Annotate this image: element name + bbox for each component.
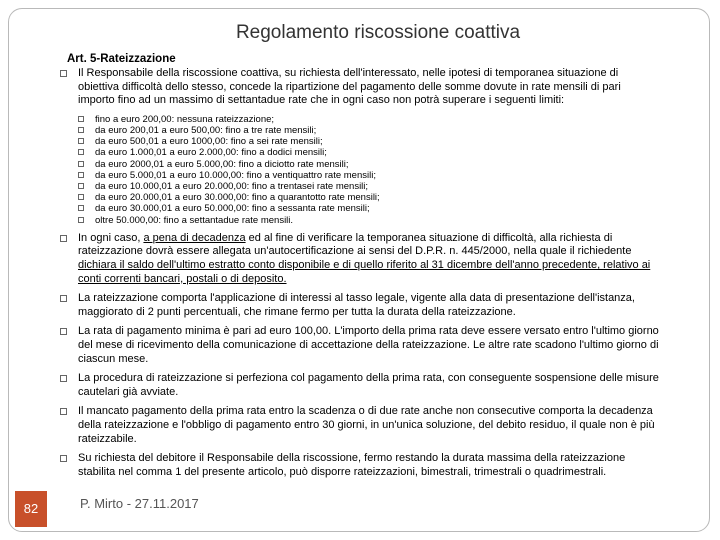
intro-text: Il Responsabile della riscossione coattiva, su richiesta dell'interessato, nelle ipotesi di temporanea situazione di obiettiva difficoltà dello stesso, concede la ripartizione del pagamento delle somme dovute in rate mensili di pari importo fino ad un massimo di settantadue rate che in ogni caso non potrà superare i seguenti limiti:	[78, 67, 621, 107]
square-bullet-icon	[78, 116, 84, 122]
bullet-intro	[60, 67, 660, 108]
square-bullet-icon	[60, 295, 67, 302]
article-heading: Art. 5-Rateizzazione	[67, 53, 176, 65]
underlined-phrase: a pena di decadenza	[143, 231, 246, 244]
square-bullet-icon	[78, 205, 84, 211]
square-bullet-icon	[78, 183, 84, 189]
square-bullet-icon	[60, 375, 67, 382]
list-item: da euro 30.000,01 a euro 50.000,00: fino a sessanta rate mensili;	[78, 203, 660, 214]
list-item: da euro 1.000,01 a euro 2.000,00: fino a dodici mensili;	[78, 147, 660, 158]
bullet-rata-minima: La rata di pagamento minima è pari ad euro 100,00. L'importo della prima rata deve essere versato entro l'ultimo giorno del mese di ricevimento della comunicazione di accettazione della rateizzazione. Le altre rate scadono l'ultimo giorno di ciascun mese.	[60, 325, 660, 366]
limits-list	[78, 114, 660, 226]
bullet-interessi: La rateizzazione comporta l'applicazione di interessi al tasso legale, vigente alla data di presentazione dell'istanza, maggiorato di 2 punti percentuali, che rimane fermo per tutta la durata della rateizzazione.	[60, 292, 660, 319]
square-bullet-icon	[78, 194, 84, 200]
square-bullet-icon	[78, 138, 84, 144]
list-item: da euro 5.000,01 a euro 10.000,00: fino a ventiquattro rate mensili;	[78, 170, 660, 181]
square-bullet-icon	[60, 408, 67, 415]
page-number-badge: 82	[15, 491, 47, 527]
square-bullet-icon	[60, 235, 67, 242]
list-item: oltre 50.000,00: fino a settantadue rate mensili.	[78, 215, 660, 226]
square-bullet-icon	[78, 149, 84, 155]
square-bullet-icon	[78, 172, 84, 178]
list-item: da euro 2000,01 a euro 5.000,00: fino a diciotto rate mensili;	[78, 159, 660, 170]
bullet-richiesta-debitore: Su richiesta del debitore il Responsabile della riscossione, fermo restando la durata massima della rateizzazione stabilita nel comma 1 del presente articolo, può disporre rateizzazioni, bimestrali, trimestrali o quadrimestrali.	[60, 452, 660, 479]
square-bullet-icon	[78, 161, 84, 167]
square-bullet-icon	[78, 217, 84, 223]
list-item: da euro 10.000,01 a euro 20.000,00: fino a trentasei rate mensili;	[78, 181, 660, 192]
square-bullet-icon	[78, 127, 84, 133]
footer-text: P. Mirto - 27.11.2017	[80, 496, 199, 511]
list-item: da euro 20.000,01 a euro 30.000,00: fino a quarantotto rate mensili;	[78, 192, 660, 203]
slide-body	[60, 67, 660, 485]
bullet-procedura: La procedura di rateizzazione si perfeziona col pagamento della prima rata, con conseguente sospensione delle misure cautelari già avviate.	[60, 372, 660, 399]
square-bullet-icon	[60, 328, 67, 335]
list-item: da euro 500,01 a euro 1000,00: fino a sei rate mensili;	[78, 136, 660, 147]
slide-title: Regolamento riscossione coattiva	[235, 22, 521, 43]
bullet-mancato-pagamento: Il mancato pagamento della prima rata entro la scadenza o di due rate anche non consecutive comporta la decadenza della rateizzazione e l'obbligo di pagamento entro 30 giorni, in un'unica soluzione, del debito residuo, il quale non è più rateizzabile.	[60, 405, 660, 446]
bullet-decadenza: In ogni caso, a pena di decadenza ed al fine di verificare la temporanea situazione di difficoltà, alla richiesta di rateizzazione dovrà essere allegata un'autocertificazione ai sensi del D.P.R. n. 445/2000, nella quale il richiedente dichiara il saldo dell'ultimo estratto conto disponibile e di quello riferito al 31 dicembre dell'anno precedente, relativo ai conti correnti bancari, postali o di deposito.	[60, 232, 660, 286]
underlined-phrase: dichiara il saldo dell'ultimo estratto conto disponibile e di quello riferito al 31 dicembre dell'anno precedente, relativo ai conti correnti bancari, postali o di deposito.	[78, 259, 651, 285]
square-bullet-icon	[60, 70, 67, 77]
square-bullet-icon	[60, 455, 67, 462]
list-item: da euro 200,01 a euro 500,00: fino a tre rate mensili;	[78, 125, 660, 136]
list-item: fino a euro 200,00: nessuna rateizzazione;	[78, 114, 660, 125]
